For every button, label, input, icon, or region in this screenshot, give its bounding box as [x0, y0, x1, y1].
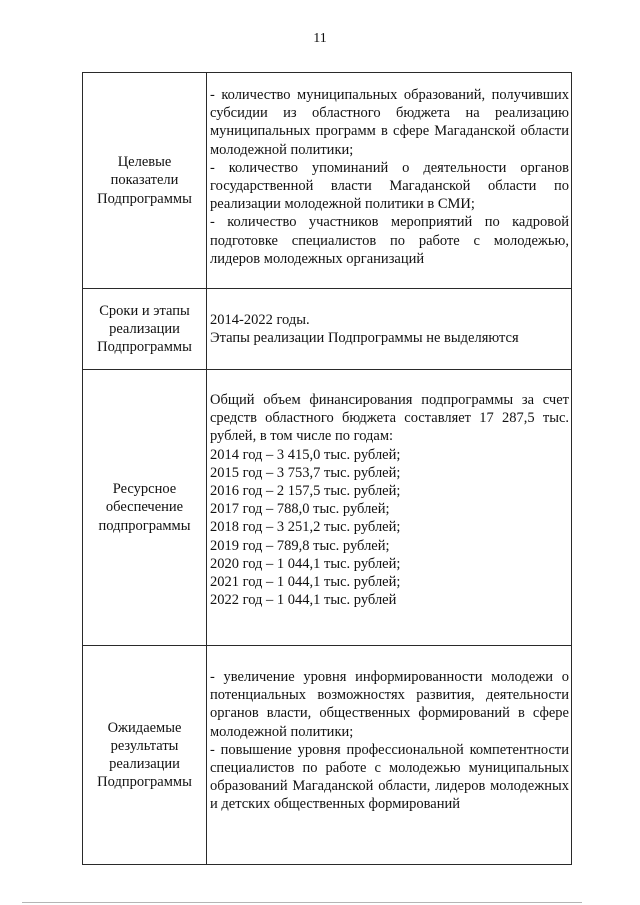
row-label-cell — [83, 289, 207, 370]
list-item: 2014 год – 3 415,0 тыс. рублей; — [210, 446, 401, 463]
row-content-cell — [207, 289, 572, 370]
table-row — [83, 370, 572, 646]
row-label: Ожидаемые результаты реализации Подпрограммы — [97, 719, 192, 791]
list-item: 2015 год – 3 753,7 тыс. рублей; — [210, 464, 401, 481]
row-label-cell — [83, 646, 207, 865]
list-item: - количество упоминаний о деятельности органов государственной власти Магаданской области по реализации молодежной политики в СМИ; — [210, 159, 569, 213]
list-item: 2016 год – 2 157,5 тыс. рублей; — [210, 483, 401, 500]
list-item: 2021 год – 1 044,1 тыс. рублей; — [210, 574, 401, 591]
list-item: 2019 год – 789,8 тыс. рублей; — [210, 537, 390, 554]
row-label: Ресурсное обеспечение подпрограммы — [98, 481, 191, 534]
list-item: - количество муниципальных образований, получивших субсидии из областного бюджета на реализацию муниципальных программ в сфере Магаданской области молодежной политики; — [210, 87, 569, 158]
list-item: - количество участников мероприятий по кадровой подготовке специалистов по работе с молодежью, лидеров молодежных организаций — [210, 214, 569, 267]
page-bottom-rule — [22, 902, 582, 903]
page-number: 11 — [313, 31, 327, 46]
row-label-cell — [83, 370, 207, 646]
row-content-cell — [207, 370, 572, 646]
row-label: Целевые показатели Подпрограммы — [97, 154, 192, 207]
list-item: 2022 год – 1 044,1 тыс. рублей — [210, 592, 397, 609]
list-item: 2020 год – 1 044,1 тыс. рублей; — [210, 555, 401, 572]
subprogram-passport-table — [82, 72, 572, 865]
table-row — [83, 289, 572, 370]
list-item: - увеличение уровня информированности молодежи о потенциальных возможностях развития, деятельности органов власти, общественных формирований в сфере молодежной политики; — [210, 669, 569, 740]
row-content-cell — [207, 646, 572, 865]
table-row — [83, 646, 572, 865]
table-row — [83, 73, 572, 289]
funding-intro: Общий объем финансирования подпрограммы за счет средств областного бюджета составляет 17 287,5 тыс. рублей, в том числе по годам: — [210, 392, 569, 445]
list-item: 2017 год – 788,0 тыс. рублей; — [210, 501, 390, 518]
list-item: 2018 год – 3 251,2 тыс. рублей; — [210, 519, 401, 536]
list-item: - повышение уровня профессиональной компетентности специалистов по работе с молодежью муниципальных образований Магаданской области, лидеров молодежных и детских общественных формирований — [210, 741, 569, 813]
row-label: Сроки и этапы реализации Подпрограммы — [97, 302, 192, 356]
list-item: Этапы реализации Подпрограммы не выделяются — [210, 330, 519, 346]
row-content-cell — [207, 73, 572, 289]
row-label-cell — [83, 73, 207, 289]
list-item: 2014-2022 годы. — [210, 311, 310, 328]
